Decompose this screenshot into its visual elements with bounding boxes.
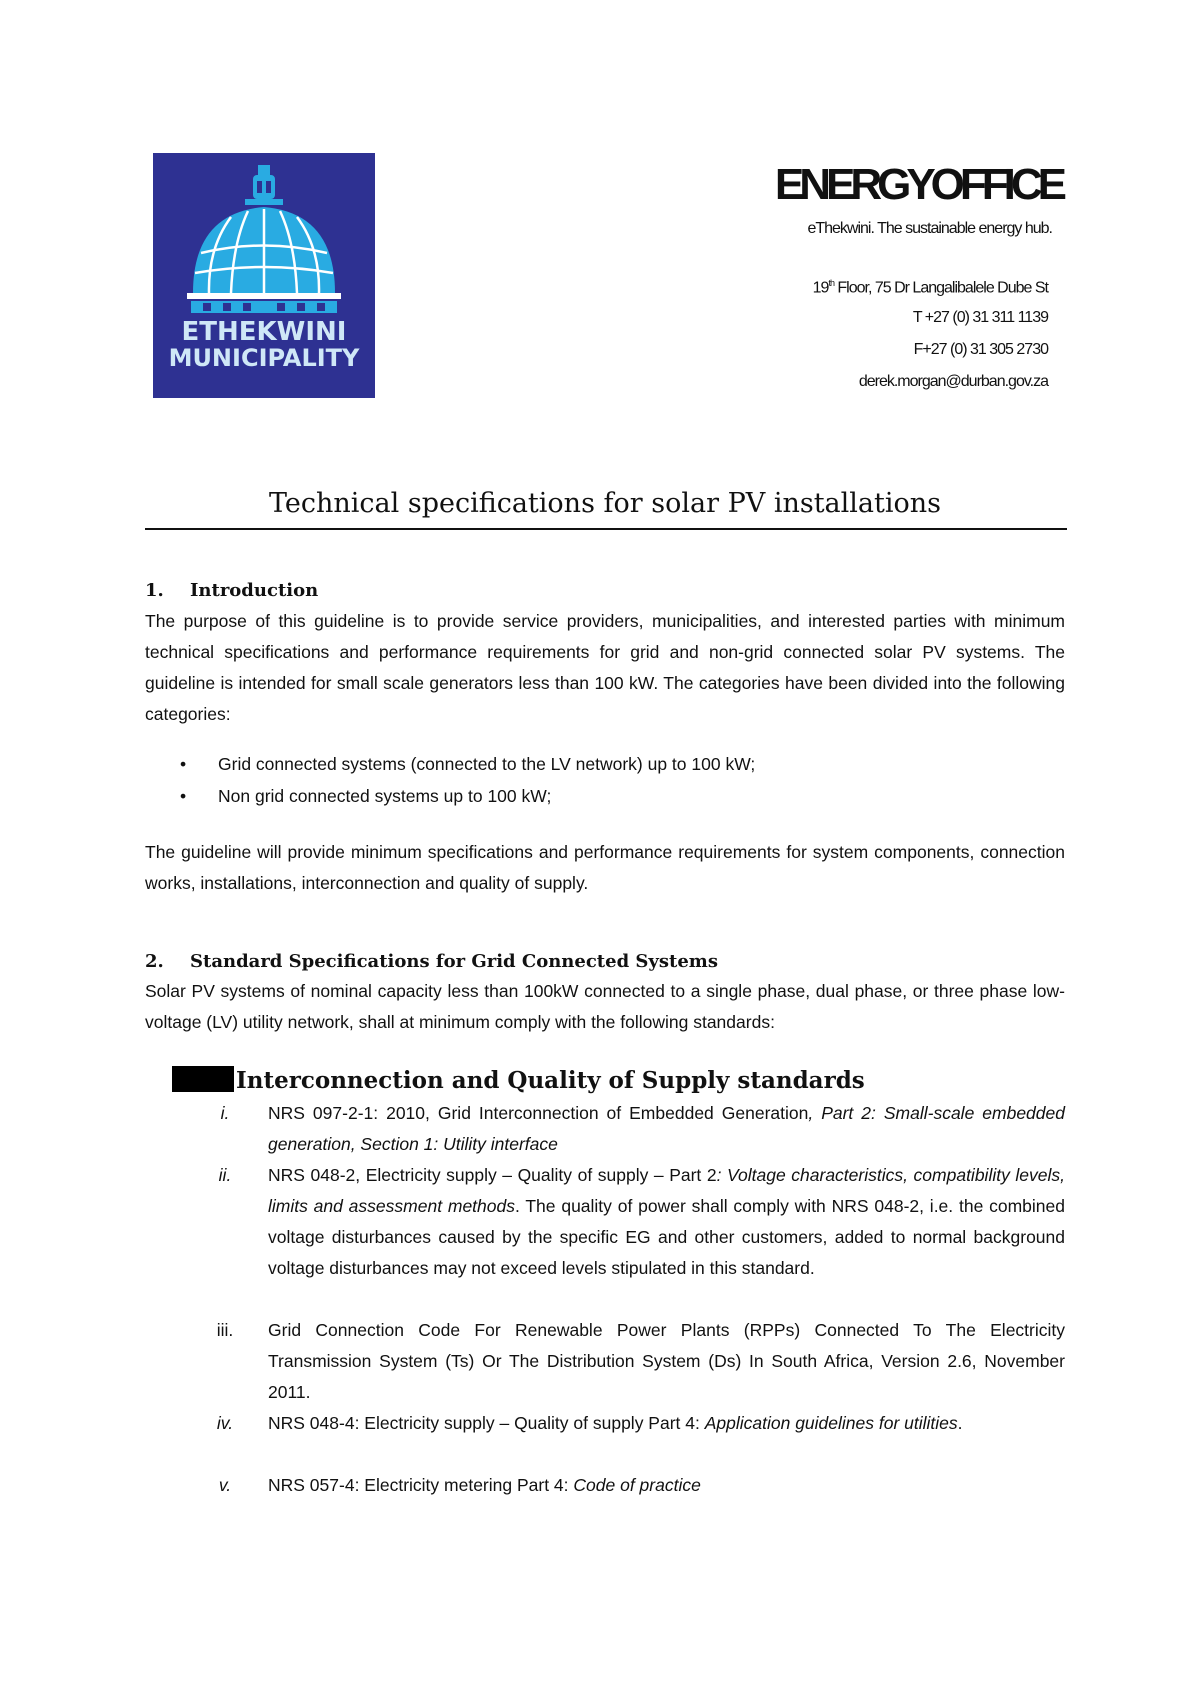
title-divider [145,528,1067,530]
section-1-paragraph-1: The purpose of this guideline is to provide service providers, municipalities, and interested parties with minimum technical specifications and performance requirements for grid and non-grid connected solar PV systems. The guideline is intended for small scale generators less than 100 kW. The categories have been divided into the following categories: [145,611,1065,724]
office-tagline: eThekwini. The sustainable energy hub. [807,220,1052,237]
office-title: ENERGYOFFICE [774,160,1062,209]
standard-text: NRS 097-2-1: 2010, Grid Interconnection of Embedded Generation, Part 2: Small-scale embedded generation, Section 1: Utility interface [268,1103,1065,1154]
section-1-paragraph-2: The guideline will provide minimum specifications and performance requirements for system components, connection works, installations, interconnection and quality of supply. [145,842,1065,893]
fax-line: F+27 (0) 31 305 2730 [913,341,1048,358]
standard-text: NRS 048-2, Electricity supply – Quality of supply – Part 2: Voltage characteristics, compatibility levels, limits and assessment methods. The quality of power shall comply with NRS 048-2, i.e. the combined voltage disturbances caused by the specific EG and other customers, added to normal background voltage disturbances may not exceed levels stipulated in this standard. [268,1165,1065,1278]
list-item: • Grid connected systems (connected to the LV network) up to 100 kW; [180,754,756,774]
address-prefix: 19 [812,279,829,297]
address-line [813,278,1048,297]
phone-line: T +27 (0) 31 311 1139 [912,309,1048,326]
bullet-dot-icon: • [180,754,187,774]
document-title: Technical specifications for solar PV installations [268,488,942,519]
section-1-heading [145,580,318,601]
list-item: • Non grid connected systems up to 100 kW; [180,786,552,806]
standard-marker: v. [218,1475,232,1495]
section-2-paragraph: Solar PV systems of nominal capacity less than 100kW connected to a single phase, dual phase, or three phase low-voltage (LV) utility network, shall at minimum comply with the following standards: [145,981,1065,1032]
address-rest: Floor, 75 Dr Langalibalele Dube St [833,279,1048,297]
section-2-number: 2. [145,951,164,972]
standard-text: NRS 057-4: Electricity metering Part 4: Code of practice [268,1475,701,1495]
address-sup: th [828,278,834,288]
municipality-logo [153,153,375,398]
standard-marker: ii. [218,1165,232,1185]
section-2-title: Standard Specifications for Grid Connected Systems [190,951,718,972]
section-2-heading [145,951,718,972]
section-1-title: Introduction [190,580,319,601]
standard-text: NRS 048-4: Electricity supply – Quality of supply Part 4: Application guidelines for utilities. [268,1413,963,1433]
section-1-number: 1. [145,580,164,601]
logo-line-1: ETHEKWINI [181,317,347,347]
standard-marker: iv. [216,1413,234,1433]
bullet-dot-icon: • [180,786,187,806]
email-link[interactable]: derek.morgan@durban.gov.za [858,373,1048,390]
logo-line-2: MUNICIPALITY [168,344,360,372]
standard-marker: i. [220,1103,230,1123]
standard-text: Grid Connection Code For Renewable Power Plants (RPPs) Connected To The Electricity Transmission System (Ts) Or The Distribution System (Ds) In South Africa, Version 2.6, November 2011. [268,1320,1065,1402]
interconnection-subheading: Interconnection and Quality of Supply standards [172,1066,865,1094]
redaction-block [172,1066,234,1092]
standard-marker: iii. [216,1320,234,1340]
